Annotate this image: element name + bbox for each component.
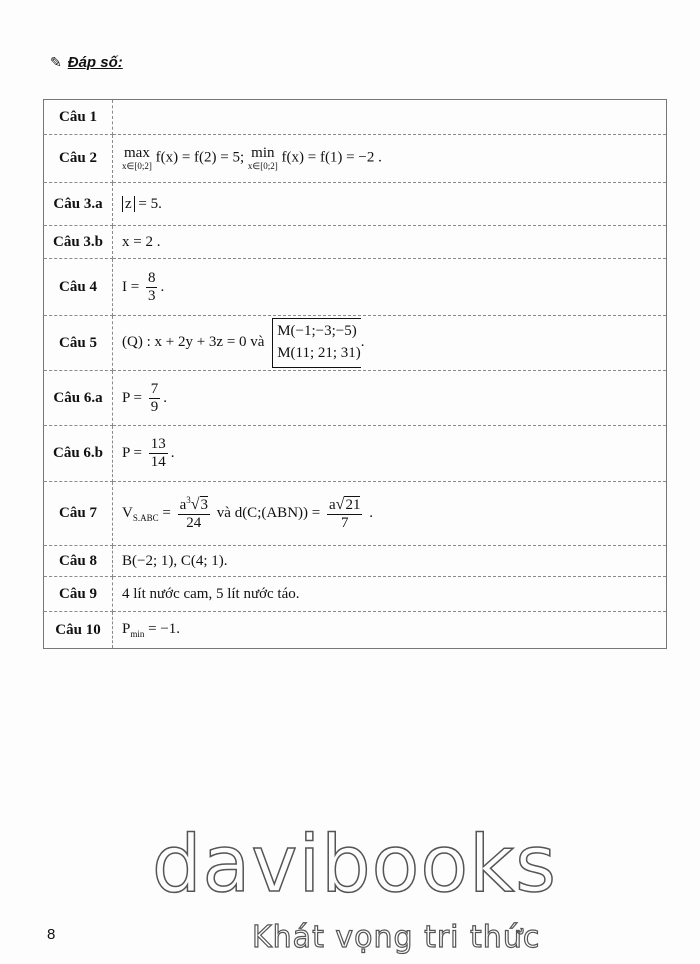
answers-heading (50, 54, 123, 71)
table-row (44, 316, 667, 371)
min-operator: min x∈[0;2] (247, 145, 278, 171)
table-row (44, 612, 667, 649)
fraction: $\frac{a√21}{7}$ (328, 495, 361, 531)
row-label: Câu 4 (44, 259, 113, 316)
row-answer: (Q) : x + 2y + 3z = 0 và M(−1;−3;−5) M(11; 21; 31) . (113, 316, 667, 371)
table-row (44, 183, 667, 226)
pen-icon: ✎ (50, 54, 62, 70)
table-row (44, 135, 667, 183)
row-label: Câu 8 (44, 546, 113, 577)
row-answer: B(−2; 1), C(4; 1). (113, 546, 667, 577)
row-label: Câu 6.b (44, 426, 113, 482)
row-label: Câu 5 (44, 316, 113, 371)
row-answer: I = $\frac{8}{3}$ . (113, 259, 667, 316)
page-number: 8 (47, 926, 56, 943)
table-row (44, 371, 667, 426)
row-answer: $V_{S.ABC}$ = $\frac{a^3√3}{24}$ và d(C;(ABN)) = $\frac{a√21}{7}$ . (113, 482, 667, 546)
fraction: $\frac{7}{9}$ (150, 380, 159, 415)
table-row (44, 546, 667, 577)
brand-watermark: davibooks (152, 820, 557, 910)
table-row (44, 482, 667, 546)
row-label: Câu 6.a (44, 371, 113, 426)
fraction: $\frac{13}{14}$ (150, 436, 166, 470)
row-label: Câu 10 (44, 612, 113, 649)
answers-table (43, 99, 667, 649)
solution-bracket: M(−1;−3;−5) M(11; 21; 31) (272, 318, 361, 368)
row-answer: x = 2 . (113, 226, 667, 259)
table-row (44, 259, 667, 316)
heading-text: Đáp số: (67, 54, 123, 71)
table-row (44, 426, 667, 482)
table-row (44, 577, 667, 612)
table-row (44, 226, 667, 259)
row-label: Câu 9 (44, 577, 113, 612)
row-label: Câu 3.a (44, 183, 113, 226)
row-answer: 4 lít nước cam, 5 lít nước táo. (113, 577, 667, 612)
row-answer: z = 5. (113, 183, 667, 226)
max-operator: max x∈[0;2] (122, 145, 152, 171)
row-label: Câu 2 (44, 135, 113, 183)
row-label: Câu 1 (44, 100, 113, 135)
fraction: $\frac{8}{3}$ (147, 269, 156, 304)
row-label: Câu 7 (44, 482, 113, 546)
brand-slogan: Khát vọng tri thức (252, 920, 541, 955)
fraction: $\frac{a^3√3}{24}$ (179, 495, 209, 531)
row-answer: P = $\frac{13}{14}$ . (113, 426, 667, 482)
row-answer: P = $\frac{7}{9}$ . (113, 371, 667, 426)
table-row (44, 100, 667, 135)
row-answer: max x∈[0;2] f(x) = f(2) = 5; min x∈[0;2] f(x) = f(1) = −2 . (113, 135, 667, 183)
row-answer: $P_{min} = -1$. (113, 612, 667, 649)
row-answer (113, 100, 667, 135)
row-label: Câu 3.b (44, 226, 113, 259)
